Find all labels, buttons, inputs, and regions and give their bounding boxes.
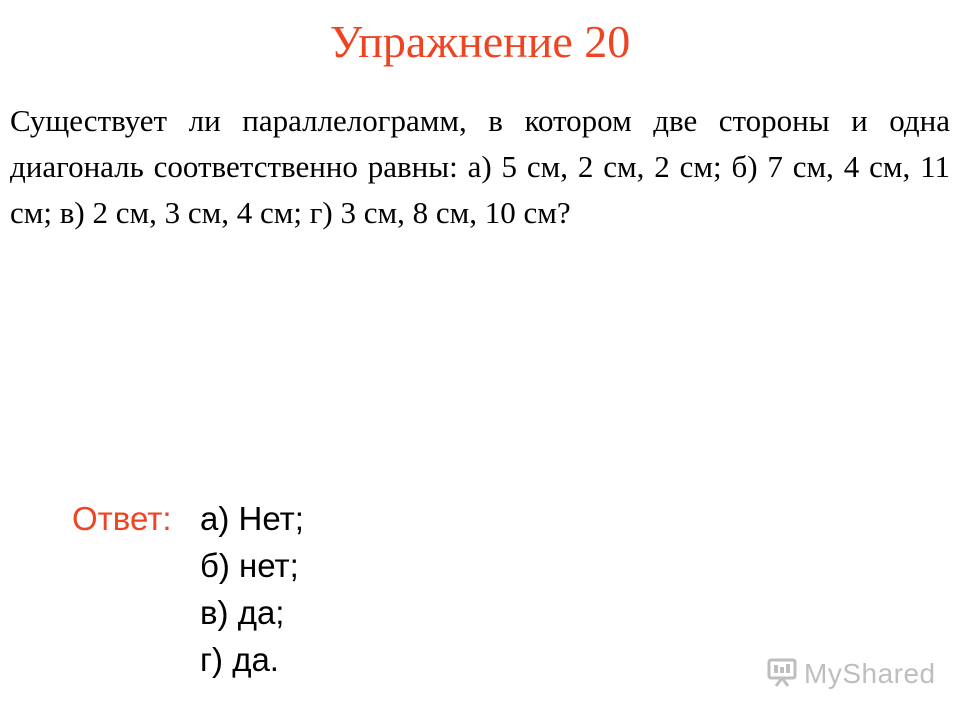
- answer-row: [72, 542, 304, 589]
- watermark-logo: [766, 654, 936, 694]
- answer-item-g: г) да.: [200, 641, 279, 678]
- answer-item-v: в) да;: [200, 594, 285, 631]
- answer-label: Ответ:: [72, 500, 172, 537]
- page-title: Упражнение 20: [329, 16, 631, 67]
- answer-row: [72, 495, 304, 542]
- problem-text: Существует ли параллелограмм, в котором две стороны и одна диагональ соответственно равны: а) 5 см, 2 см, 2 см; б) 7 см, 4 см, 11 см; в) 2 см, 3 см, 4 см; г) 3 см, 8 см, 10 см?: [10, 103, 950, 230]
- answer-block: [72, 495, 304, 683]
- watermark-text: MyShared: [804, 658, 936, 689]
- answer-item-b: б) нет;: [200, 547, 299, 584]
- answer-row: [72, 636, 304, 683]
- answer-item-a: а) Нет;: [200, 500, 304, 537]
- answer-row: [72, 589, 304, 636]
- projector-screen-icon: [766, 656, 798, 693]
